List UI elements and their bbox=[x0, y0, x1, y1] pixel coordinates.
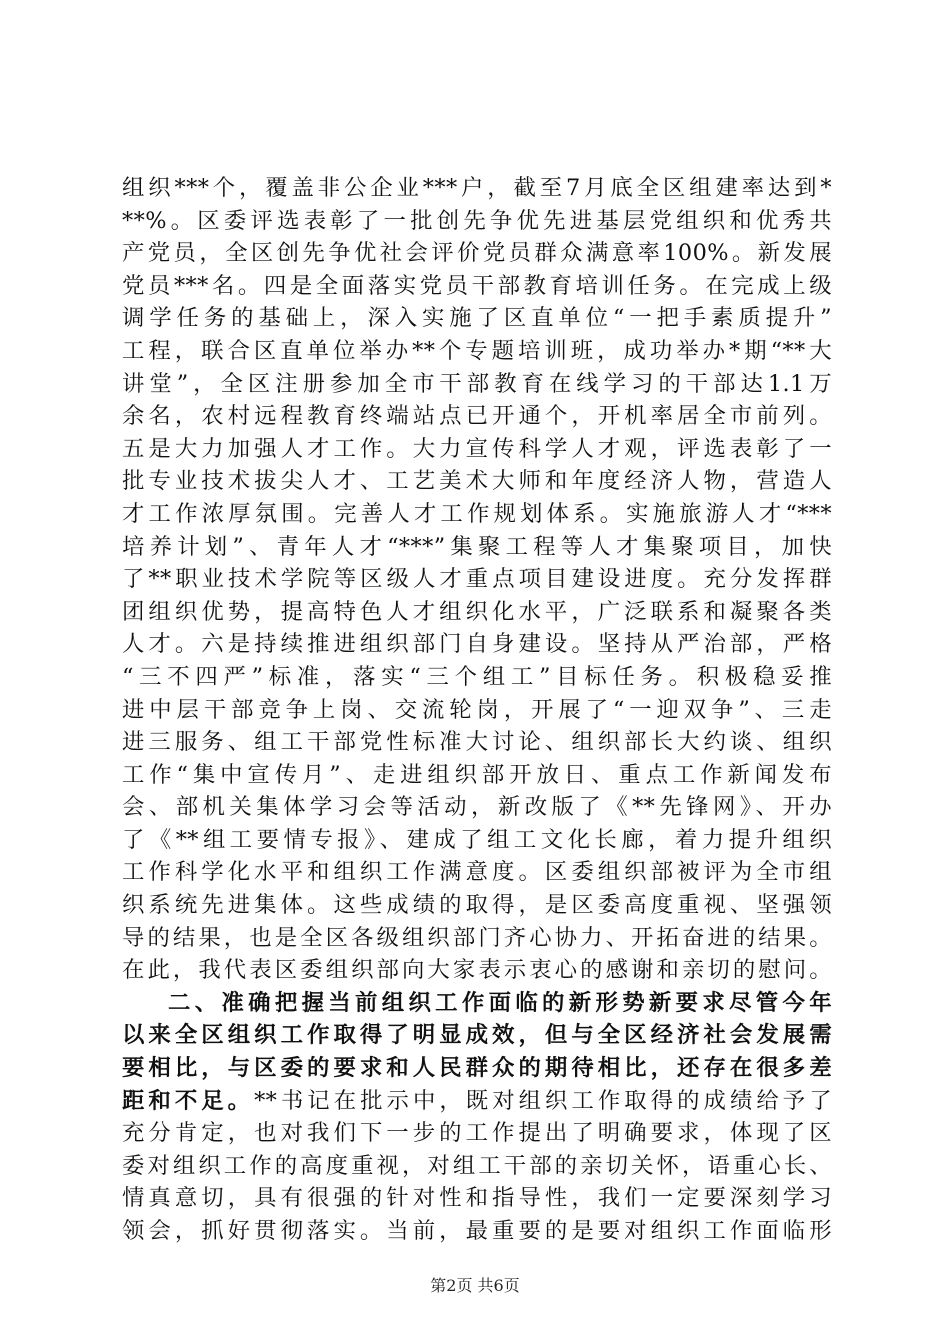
line-text: **%。区委评选表彰了一批创先争优先进基层党组织和优秀共 bbox=[122, 207, 832, 234]
bold-text: 二、准确把握当前组织工作面临的新形势新要求尽管今年 bbox=[168, 989, 832, 1016]
line-text: 了**职业技术学院等区级人才重点项目建设进度。充分发挥群 bbox=[122, 566, 832, 593]
text-line bbox=[122, 270, 832, 303]
text-line bbox=[122, 1182, 832, 1215]
text-line bbox=[122, 954, 832, 987]
text-line bbox=[122, 987, 832, 1020]
line-text: 了《**组工要情专报》、建成了组工文化长廊，着力提升组织 bbox=[122, 826, 832, 853]
text-line bbox=[122, 759, 832, 792]
bold-text: 要相比，与区委的要求和人民群众的期待相比，还存在很多差 bbox=[122, 1055, 832, 1082]
text-line bbox=[122, 1150, 832, 1183]
line-text: 才工作浓厚氛围。完善人才工作规划体系。实施旅游人才“*** bbox=[122, 500, 832, 527]
text-line bbox=[122, 889, 832, 922]
text-line bbox=[122, 531, 832, 564]
text-line bbox=[122, 824, 832, 857]
line-text: 余名，农村远程教育终端站点已开通个，开机率居全市前列。 bbox=[122, 403, 832, 430]
line-text: “三不四严”标准，落实“三个组工”目标任务。积极稳妥推 bbox=[122, 663, 832, 690]
line-text: 进三服务、组工干部党性标准大讨论、组织部长大约谈、组织 bbox=[122, 729, 832, 756]
line-text: 充分肯定，也对我们下一步的工作提出了明确要求，体现了区 bbox=[122, 1120, 832, 1147]
line-text: 调学任务的基础上，深入实施了区直单位“一把手素质提升” bbox=[122, 305, 832, 332]
document-body bbox=[122, 172, 832, 1248]
line-text: 委对组织工作的高度重视，对组工干部的亲切关怀，语重心长、 bbox=[122, 1152, 832, 1179]
text-line bbox=[122, 1019, 832, 1052]
line-text: 组织***个，覆盖非公企业***户，截至7月底全区组建率达到* bbox=[122, 175, 832, 201]
text-line bbox=[122, 1117, 832, 1150]
text-line bbox=[122, 433, 832, 466]
line-text: 工作“集中宣传月”、走进组织部开放日、重点工作新闻发布 bbox=[122, 761, 832, 788]
line-text: 织系统先进集体。这些成绩的取得，是区委高度重视、坚强领 bbox=[122, 892, 832, 919]
line-text: 团组织优势，提高特色人才组织化水平，广泛联系和凝聚各类 bbox=[122, 598, 832, 625]
line-text: 会、部机关集体学习会等活动，新改版了《**先锋网》、开办 bbox=[122, 794, 832, 821]
line-text: 党员***名。四是全面落实党员干部教育培训任务。在完成上级 bbox=[122, 272, 832, 299]
line-text: 培养计划”、青年人才“***”集聚工程等人才集聚项目，加快 bbox=[122, 533, 832, 560]
text-line bbox=[122, 302, 832, 335]
text-line bbox=[122, 400, 832, 433]
text-line bbox=[122, 172, 832, 205]
text-line bbox=[122, 726, 832, 759]
line-text: 五是大力加强人才工作。大力宣传科学人才观，评选表彰了一 bbox=[122, 435, 832, 462]
text-line bbox=[122, 856, 832, 889]
text-line bbox=[122, 661, 832, 694]
line-text: 产党员，全区创先争优社会评价党员群众满意率100%。新发展 bbox=[122, 240, 832, 267]
text-line bbox=[122, 498, 832, 531]
text-line bbox=[122, 237, 832, 270]
text-line bbox=[122, 368, 832, 401]
line-text: 批专业技术拔尖人才、工艺美术大师和年度经济人物，营造人 bbox=[122, 468, 832, 495]
line-text: **书记在批示中，既对组织工作取得的成绩给予了 bbox=[254, 1087, 832, 1114]
line-text: 在此，我代表区委组织部向大家表示衷心的感谢和亲切的慰问。 bbox=[122, 957, 832, 984]
bold-text: 以来全区组织工作取得了明显成效，但与全区经济社会发展需 bbox=[122, 1022, 832, 1049]
text-line bbox=[122, 628, 832, 661]
page-footer: 第2页 共6页 bbox=[430, 1276, 520, 1295]
text-line bbox=[122, 922, 832, 955]
line-text: 情真意切，具有很强的针对性和指导性，我们一定要深刻学习 bbox=[122, 1185, 832, 1212]
line-text: 工作科学化水平和组织工作满意度。区委组织部被评为全市组 bbox=[122, 859, 832, 886]
line-text: 讲堂”，全区注册参加全市干部教育在线学习的干部达1.1万 bbox=[122, 370, 832, 397]
text-line bbox=[122, 1052, 832, 1085]
line-text: 人才。六是持续推进组织部门自身建设。坚持从严治部，严格 bbox=[122, 631, 832, 658]
text-line bbox=[122, 465, 832, 498]
text-line bbox=[122, 596, 832, 629]
text-line bbox=[122, 1215, 832, 1248]
line-text: 领会，抓好贯彻落实。当前，最重要的是要对组织工作面临形 bbox=[122, 1218, 832, 1244]
text-line bbox=[122, 694, 832, 727]
text-line bbox=[122, 335, 832, 368]
bold-text: 距和不足。 bbox=[122, 1087, 255, 1114]
line-text: 工程，联合区直单位举办**个专题培训班，成功举办*期“**大 bbox=[122, 337, 832, 364]
text-line bbox=[122, 791, 832, 824]
text-line bbox=[122, 563, 832, 596]
text-line bbox=[122, 205, 832, 238]
line-text: 导的结果，也是全区各级组织部门齐心协力、开拓奋进的结果。 bbox=[122, 924, 832, 951]
line-text: 进中层干部竞争上岗、交流轮岗，开展了“一迎双争”、三走 bbox=[122, 696, 832, 723]
text-line bbox=[122, 1085, 832, 1118]
